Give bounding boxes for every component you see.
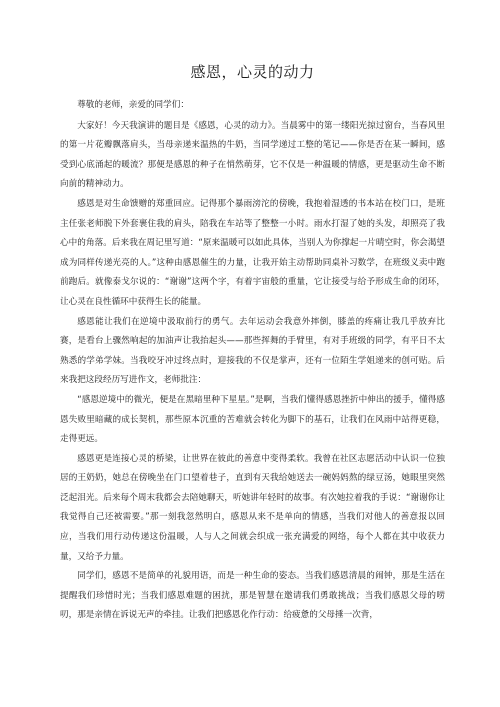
paragraph: 大家好！今天我演讲的题目是《感恩，心灵的动力》。当晨雾中的第一缕阳光掠过窗台，当春风里的第一片花瓣飘落肩头，当母亲递来温热的牛奶，当同学递过工整的笔记——你是否在某一瞬间，感受到心底涌起的暖流？那便是感恩的种子在悄然萌芽，它不仅是一种温暖的情感，更是驱动生命不断向前的精神动力。 <box>60 120 445 190</box>
paragraph: 感恩是对生命馈赠的郑重回应。记得那个暴雨滂沱的傍晚，我抱着湿透的书本站在校门口，是班主任张老师脱下外套裹住我的肩头，陪我在车站等了整整一小时。雨水打湿了她的头发，却照亮了我心中的角落。后来我在周记里写道：“原来温暖可以如此具体，当别人为你撑起一片晴空时，你会渴望成为同样传递光亮的人。”这种由感恩催生的力量，让我开始主动帮助同桌补习数学，在班级义卖中跑前跑后。就像泰戈尔说的：“谢谢”这两个字，有着宇宙般的重量，它让接受与给予形成生命的闭环，让心灵在良性循环中获得生长的能量。 <box>60 198 445 307</box>
document-title: 感恩，心灵的动力 <box>190 63 315 81</box>
paragraph: 同学们，感恩不是简单的礼貌用语，而是一种生命的姿态。当我们感恩清晨的闹钟，那是生活在提醒我们珍惜时光；当我们感恩难题的困扰，那是智慧在邀请我们勇敢挑战；当我们感恩父母的唠叨，那是亲情在诉说无声的牵挂。让我们把感恩化作行动：给疲惫的父母捶一次背， <box>60 571 445 621</box>
greeting-line: 尊敬的老师，亲爱的同学们： <box>77 100 189 110</box>
paragraph: 感恩更是连接心灵的桥梁，让世界在彼此的善意中变得柔软。我曾在社区志愿活动中认识一位独居的王奶奶，她总在傍晚坐在门口望着巷子，直到有天我给她送去一碗妈妈熬的绿豆汤，她眼里突然泛起泪光。后来每个周末我都会去陪她聊天，听她讲年轻时的故事。有次她拉着我的手说：“谢谢你让我觉得自己还被需要。”那一刻我忽然明白，感恩从来不是单向的情感，当我们对他人的善意报以回应，当我们用行动传递这份温暖，人与人之间就会织成一张充满爱的网络，每个人都在其中收获力量，又给予力量。 <box>60 453 445 562</box>
paragraph: “感恩逆境中的微光，便是在黑暗里种下星星。”是啊，当我们懂得感恩挫折中伸出的援手，懂得感恩失败里暗藏的成长契机，那些原本沉重的苦难就会转化为脚下的基石，让我们在风雨中站得更稳，走得更远。 <box>60 394 445 445</box>
paragraph: 感恩能让我们在逆境中汲取前行的勇气。去年运动会我意外摔倒，膝盖的疼痛让我几乎放弃比赛，是看台上骤然响起的加油声让我抬起头——那些挥舞的手臂里，有对手班级的同学，有平日不太熟悉的学弟学妹。当我咬牙冲过终点时，迎接我的不仅是掌声，还有一位陌生学姐递来的创可贴。后来我把这段经历写进作文，老师批注： <box>60 316 445 386</box>
